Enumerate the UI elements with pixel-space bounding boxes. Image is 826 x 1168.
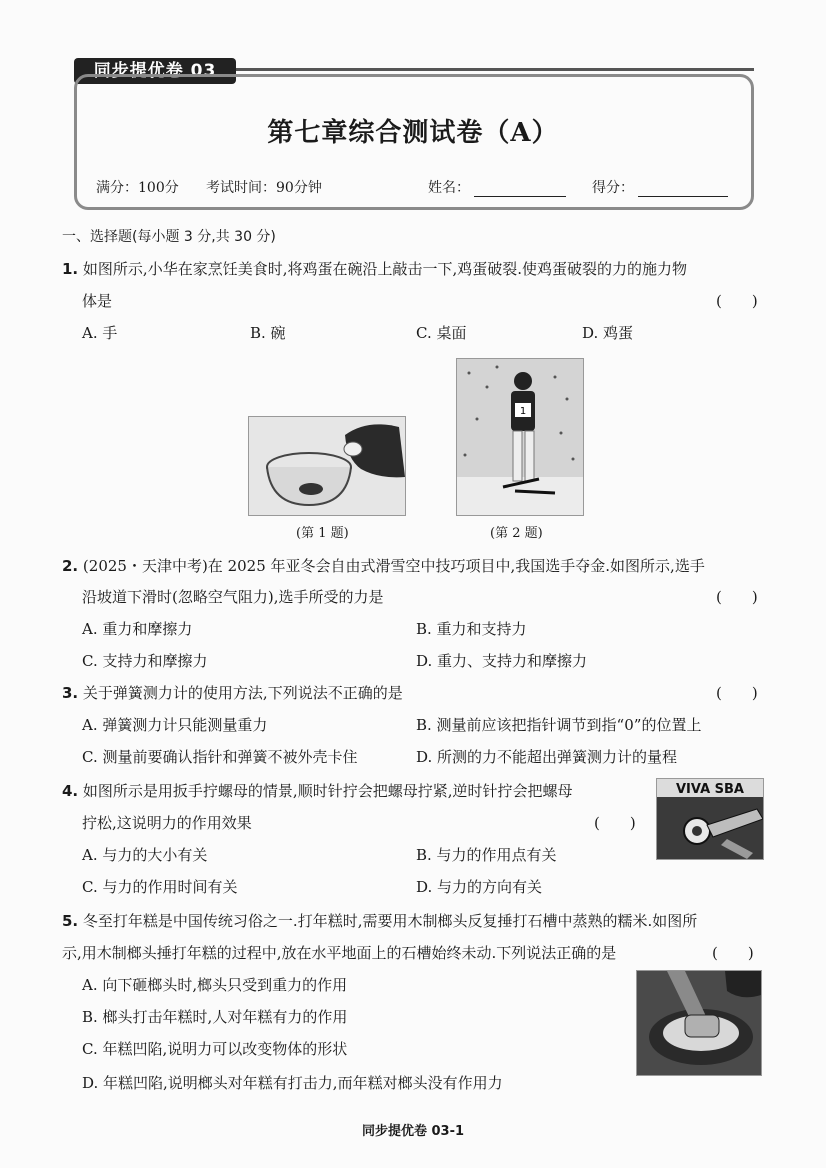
figure-2-caption: (第 2 题) <box>490 526 543 541</box>
question-1-stem-2: 体是 <box>82 292 113 310</box>
answer-bracket-3[interactable]: ( ) <box>716 684 758 702</box>
name-field[interactable] <box>428 177 566 197</box>
page-title: 第七章综合测试卷（A） <box>267 118 559 148</box>
q1-option-d[interactable]: D. 鸡蛋 <box>582 324 634 342</box>
bib-number: 1 <box>519 406 527 417</box>
q5-option-b[interactable]: B. 榔头打击年糕时,人对年糕有力的作用 <box>82 1008 348 1026</box>
q5-option-d[interactable]: D. 年糕凹陷,说明榔头对年糕有打击力,而年糕对榔头没有作用力 <box>82 1074 503 1092</box>
question-4-stem: 如图所示是用扳手拧螺母的情景,顺时针拧会把螺母拧紧,逆时针拧会把螺母 <box>82 782 573 800</box>
mallet-drawing <box>637 971 761 1075</box>
q1-option-a[interactable]: A. 手 <box>82 324 118 342</box>
q4-option-c[interactable]: C. 与力的作用时间有关 <box>82 878 238 896</box>
section-heading: 一、选择题(每小题 3 分,共 30 分) <box>62 229 276 245</box>
q2-option-b[interactable]: B. 重力和支持力 <box>416 620 527 638</box>
q3-option-c[interactable]: C. 测量前要确认指针和弹簧不被外壳卡住 <box>82 748 358 766</box>
answer-bracket-1[interactable]: ( ) <box>716 292 758 310</box>
question-3-line-1 <box>62 682 403 703</box>
figure-1-caption: (第 1 题) <box>296 526 349 541</box>
figure-2-skier-photo <box>456 358 584 516</box>
question-2-stem: (2025・天津中考)在 2025 年亚冬会自由式滑雪空中技巧项目中,我国选手夺金.如图所示,选手 <box>82 557 705 575</box>
question-5-stem-2: 示,用木制榔头捶打年糕的过程中,放在水平地面上的石槽始终未动.下列说法正确的是 <box>62 944 617 962</box>
q3-option-a[interactable]: A. 弹簧测力计只能测量重力 <box>82 716 268 734</box>
q5-option-c[interactable]: C. 年糕凹陷,说明力可以改变物体的形状 <box>82 1040 348 1058</box>
name-label: 姓名： <box>428 180 470 196</box>
bowl-egg-drawing <box>249 417 405 515</box>
question-2-number: 2. <box>62 557 79 575</box>
score-field[interactable] <box>592 177 728 197</box>
question-1-number: 1. <box>62 260 79 278</box>
question-4-line-1 <box>62 780 572 801</box>
q1-option-b[interactable]: B. 碗 <box>250 324 286 342</box>
question-2-line-1 <box>62 555 705 576</box>
answer-bracket-5[interactable]: ( ) <box>712 944 754 962</box>
q4-option-b[interactable]: B. 与力的作用点有关 <box>416 846 557 864</box>
score-label: 得分： <box>592 180 634 196</box>
series-banner: 同步提优卷 03 <box>74 58 236 84</box>
q4-option-a[interactable]: A. 与力的大小有关 <box>82 846 208 864</box>
q3-option-b[interactable]: B. 测量前应该把指针调节到指“0”的位置上 <box>416 716 702 734</box>
skier-drawing <box>457 359 583 515</box>
name-blank[interactable] <box>474 182 566 197</box>
question-5-number: 5. <box>62 912 79 930</box>
question-3-stem: 关于弹簧测力计的使用方法,下列说法不正确的是 <box>82 684 403 702</box>
question-1-stem: 如图所示,小华在家烹饪美食时,将鸡蛋在碗沿上敲击一下,鸡蛋破裂.使鸡蛋破裂的力的施力物 <box>82 260 687 278</box>
header-rule <box>236 68 754 71</box>
answer-bracket-4[interactable]: ( ) <box>594 814 636 832</box>
q2-option-d[interactable]: D. 重力、支持力和摩擦力 <box>416 652 588 670</box>
banner-letters: VIVA SBA <box>676 782 744 797</box>
q3-option-d[interactable]: D. 所测的力不能超出弹簧测力计的量程 <box>416 748 678 766</box>
question-4-number: 4. <box>62 782 79 800</box>
question-3-number: 3. <box>62 684 79 702</box>
score-blank[interactable] <box>638 182 728 197</box>
wrench-drawing <box>657 779 763 859</box>
exam-time: 考试时间：90分钟 <box>206 180 322 196</box>
q2-option-a[interactable]: A. 重力和摩擦力 <box>82 620 193 638</box>
full-score: 满分：100分 <box>96 180 179 196</box>
q2-option-c[interactable]: C. 支持力和摩擦力 <box>82 652 208 670</box>
q5-option-a[interactable]: A. 向下砸榔头时,榔头只受到重力的作用 <box>82 976 348 994</box>
figure-1-bowl-photo <box>248 416 406 516</box>
question-5-line-1 <box>62 910 697 931</box>
figure-4-wrench-photo <box>656 778 764 860</box>
q1-option-c[interactable]: C. 桌面 <box>416 324 467 342</box>
figure-5-mallet-photo <box>636 970 762 1076</box>
answer-bracket-2[interactable]: ( ) <box>716 588 758 606</box>
question-1-line-1 <box>62 258 687 279</box>
question-2-stem-2: 沿坡道下滑时(忽略空气阻力),选手所受的力是 <box>82 588 384 606</box>
q4-option-d[interactable]: D. 与力的方向有关 <box>416 878 543 896</box>
page-footer: 同步提优卷 03-1 <box>361 1124 465 1139</box>
question-4-stem-2: 拧松,这说明力的作用效果 <box>82 814 252 832</box>
question-5-stem: 冬至打年糕是中国传统习俗之一.打年糕时,需要用木制榔头反复捶打石槽中蒸熟的糯米.如图所 <box>82 912 698 930</box>
